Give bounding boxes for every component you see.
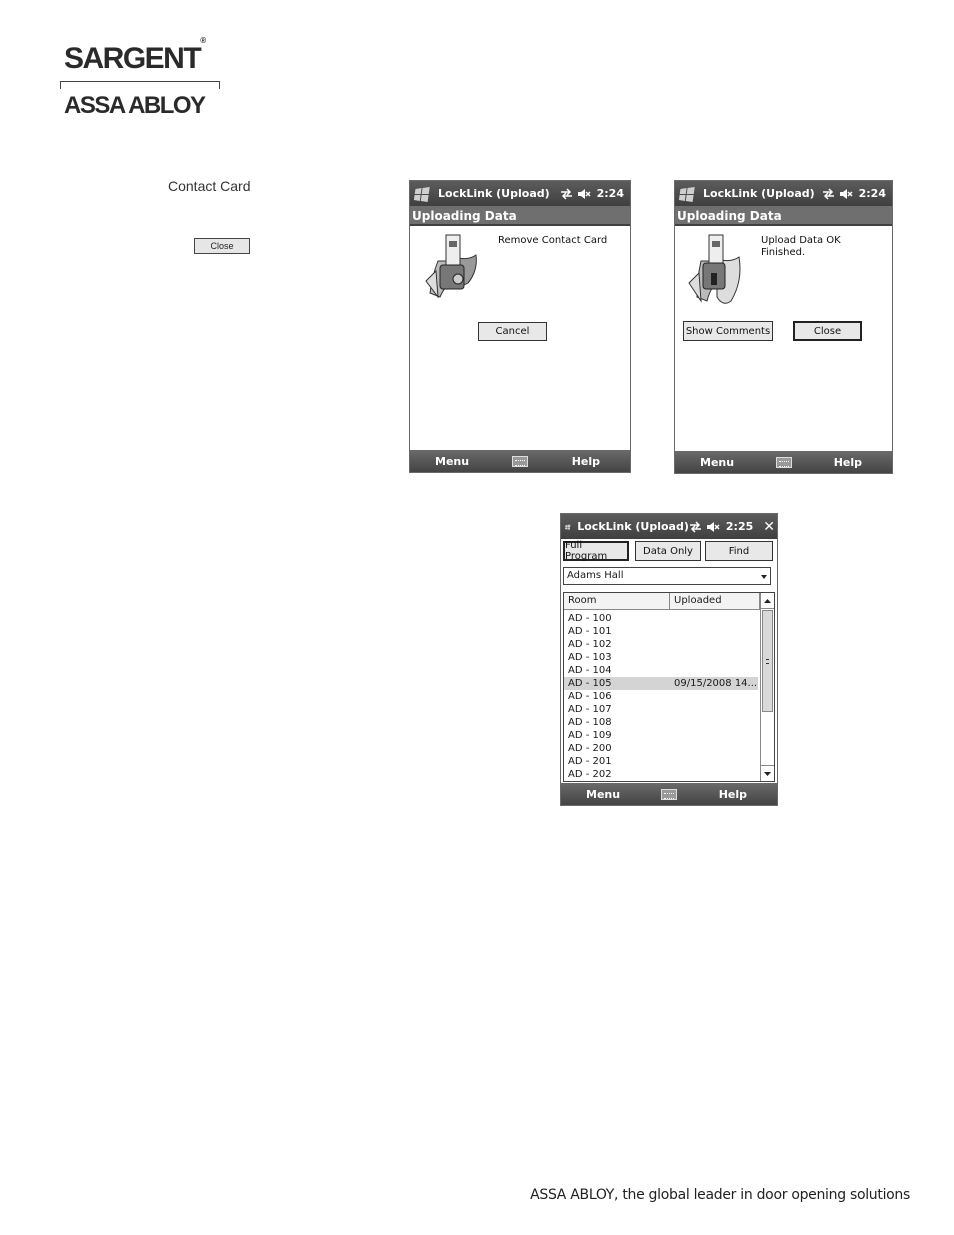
- uploaded-cell: [669, 690, 758, 703]
- uploaded-cell: [669, 638, 758, 651]
- column-uploaded[interactable]: Uploaded: [670, 593, 760, 609]
- room-list[interactable]: [563, 592, 775, 782]
- uploaded-cell: 09/15/2008 14...: [674, 678, 758, 689]
- clock[interactable]: 2:25: [725, 520, 754, 533]
- page-header: Uploading Data: [675, 206, 892, 226]
- close-icon[interactable]: ✕: [763, 518, 775, 535]
- room-cell: AD - 106: [568, 691, 612, 702]
- uploaded-cell: [669, 768, 758, 781]
- sargent-logo-text: SARGENT: [64, 42, 201, 75]
- help-softkey[interactable]: Help: [718, 787, 747, 801]
- cancel-button[interactable]: Cancel: [478, 322, 547, 341]
- table-row[interactable]: [564, 716, 758, 729]
- column-room[interactable]: Room: [564, 593, 670, 609]
- table-row[interactable]: [564, 755, 758, 768]
- scroll-up-icon[interactable]: [761, 593, 774, 609]
- close-button[interactable]: Close: [793, 321, 862, 341]
- page-header: Uploading Data: [410, 206, 630, 226]
- table-row[interactable]: [564, 729, 758, 742]
- menu-softkey[interactable]: Menu: [435, 454, 470, 468]
- table-row[interactable]: [564, 625, 758, 638]
- vertical-scrollbar[interactable]: [760, 593, 774, 781]
- window-body: [410, 226, 630, 449]
- title-bar: [410, 181, 630, 206]
- scroll-thumb[interactable]: [762, 610, 773, 712]
- room-cell: AD - 109: [568, 730, 612, 741]
- chevron-down-icon[interactable]: [761, 575, 767, 579]
- room-cell: AD - 100: [568, 613, 612, 624]
- window-body: [561, 539, 777, 785]
- room-cell: AD - 108: [568, 717, 612, 728]
- keyboard-icon[interactable]: [776, 457, 792, 468]
- uploaded-cell: [669, 651, 758, 664]
- window-title: LockLink (Upload): [577, 520, 689, 533]
- clock[interactable]: 2:24: [596, 187, 624, 200]
- window-title: LockLink (Upload): [703, 187, 815, 200]
- menu-bar: [561, 783, 777, 805]
- status-message: Remove Contact Card: [498, 235, 608, 246]
- contact-card-reader-icon: [418, 231, 486, 303]
- scroll-down-icon[interactable]: [761, 765, 774, 781]
- help-softkey[interactable]: Help: [571, 454, 600, 468]
- connectivity-icon[interactable]: [822, 188, 835, 200]
- list-header: [564, 593, 774, 610]
- menu-softkey[interactable]: Menu: [586, 787, 621, 801]
- room-cell: AD - 105: [568, 678, 612, 689]
- uploaded-cell: [669, 703, 758, 716]
- menu-bar: [675, 451, 892, 473]
- building-dropdown[interactable]: [563, 567, 771, 585]
- speaker-muted-icon[interactable]: [577, 188, 591, 200]
- registered-mark: ®: [200, 36, 207, 45]
- windows-start-icon[interactable]: [679, 185, 697, 203]
- uploaded-cell: [669, 625, 758, 638]
- room-cell: AD - 103: [568, 652, 612, 663]
- title-bar: [675, 181, 892, 206]
- keyboard-icon[interactable]: [661, 789, 677, 800]
- room-cell: AD - 201: [568, 756, 612, 767]
- menu-bar: [410, 450, 630, 472]
- upload-finished-window: [674, 180, 893, 474]
- keyboard-icon[interactable]: [512, 456, 528, 467]
- tab-bar: [563, 541, 775, 561]
- contact-card-reader-icon: [683, 231, 751, 309]
- uploaded-cell: [669, 742, 758, 755]
- room-cell: AD - 102: [568, 639, 612, 650]
- dropdown-value: Adams Hall: [567, 570, 624, 581]
- windows-start-icon[interactable]: [565, 518, 571, 536]
- upload-window: [409, 180, 631, 473]
- table-row[interactable]: [564, 651, 758, 664]
- room-list-window: [560, 513, 778, 806]
- window-body: [675, 226, 892, 450]
- speaker-muted-icon[interactable]: [839, 188, 853, 200]
- uploaded-cell: [669, 612, 758, 625]
- table-row[interactable]: [564, 690, 758, 703]
- contact-card-label: Contact Card: [168, 178, 251, 194]
- list-rows: [564, 612, 758, 781]
- windows-start-icon[interactable]: [414, 185, 432, 203]
- room-cell: AD - 107: [568, 704, 612, 715]
- connectivity-icon[interactable]: [560, 188, 573, 200]
- table-row[interactable]: [564, 664, 758, 677]
- uploaded-cell: [669, 729, 758, 742]
- room-cell: AD - 202: [568, 769, 612, 780]
- table-row[interactable]: [564, 742, 758, 755]
- window-title: LockLink (Upload): [438, 187, 550, 200]
- status-message: Upload Data OK Finished.: [761, 235, 841, 258]
- logo-divider: [60, 81, 220, 89]
- title-bar: [561, 514, 777, 539]
- uploaded-cell: [669, 755, 758, 768]
- clock[interactable]: 2:24: [858, 187, 886, 200]
- uploaded-cell: [669, 716, 758, 729]
- assa-abloy-logo: ASSA ABLOY: [64, 92, 205, 119]
- close-button-inline[interactable]: Close: [194, 238, 250, 254]
- room-cell: AD - 101: [568, 626, 612, 637]
- connectivity-icon[interactable]: [689, 521, 702, 533]
- tab-data-only[interactable]: Data Only: [635, 541, 701, 561]
- tab-full-program[interactable]: Full Program: [563, 541, 629, 561]
- help-softkey[interactable]: Help: [833, 455, 862, 469]
- tab-find[interactable]: Find: [705, 541, 773, 561]
- table-row[interactable]: [564, 768, 758, 781]
- sargent-logo: [64, 36, 207, 76]
- menu-softkey[interactable]: Menu: [700, 455, 735, 469]
- show-comments-button[interactable]: Show Comments: [683, 321, 773, 341]
- table-row[interactable]: [564, 703, 758, 716]
- room-cell: AD - 200: [568, 743, 612, 754]
- table-row[interactable]: [564, 638, 758, 651]
- room-cell: AD - 104: [568, 665, 612, 676]
- uploaded-cell: [669, 664, 758, 677]
- speaker-muted-icon[interactable]: [706, 521, 720, 533]
- footer-tagline: ASSA ABLOY, the global leader in door opening solutions: [530, 1187, 910, 1203]
- table-row[interactable]: [564, 677, 758, 690]
- table-row[interactable]: [564, 612, 758, 625]
